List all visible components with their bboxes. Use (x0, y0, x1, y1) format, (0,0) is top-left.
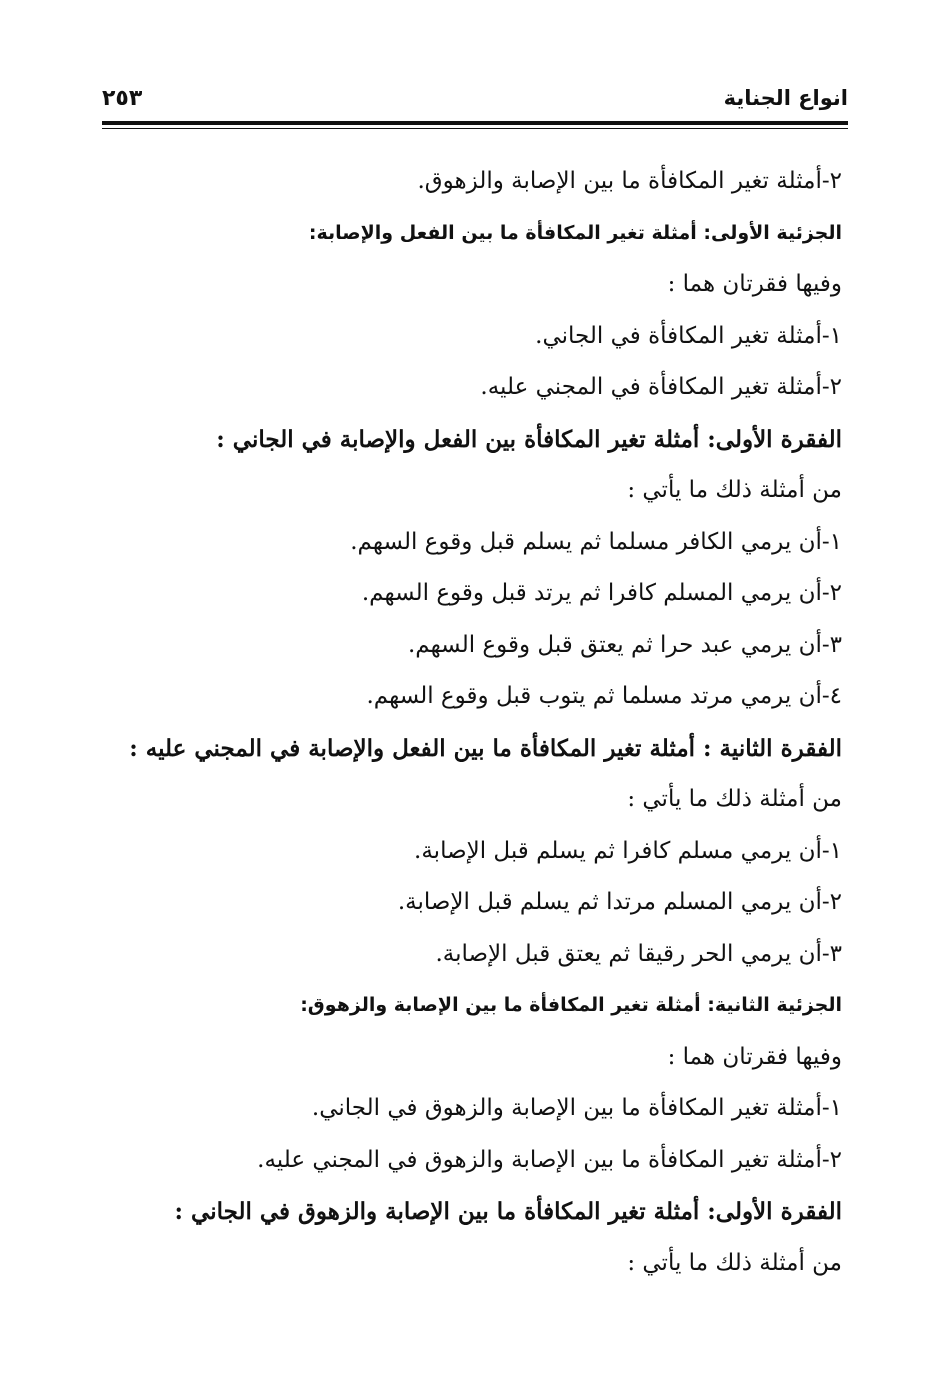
list-item: ٢-أن يرمي المسلم كافرا ثم يرتد قبل وقوع السهم. (361, 580, 842, 606)
running-header (102, 86, 848, 126)
list-item: ٢-أمثلة تغير المكافأة في المجني عليه. (480, 374, 842, 400)
header-rule-thin (102, 128, 848, 129)
chapter-title: انواع الجناية (723, 86, 848, 110)
page-number: ٢٥٣ (102, 86, 143, 111)
subsection-heading: الجزئية الأولى: أمثلة تغير المكافأة ما بين الفعل والإصابة: (308, 221, 842, 244)
text-line: من أمثلة ذلك ما يأتي : (627, 1249, 842, 1276)
text-line: من أمثلة ذلك ما يأتي : (627, 786, 842, 812)
list-item: ١-أن يرمي الكافر مسلما ثم يسلم قبل وقوع السهم. (350, 528, 842, 555)
text-line: من أمثلة ذلك ما يأتي : (627, 477, 842, 503)
text-line: وفيها فقرتان هما : (667, 271, 842, 297)
subsection-heading: الجزئية الثانية: أمثلة تغير المكافأة ما بين الإصابة والزهوق: (300, 994, 842, 1016)
page-body (110, 156, 842, 1289)
paragraph-heading: الفقرة الأولى: أمثلة تغير المكافأة ما بين الإصابة والزهوق في الجاني : (174, 1198, 842, 1225)
text-line: وفيها فقرتان هما : (667, 1043, 842, 1070)
header-rule-thick (102, 121, 848, 125)
list-item: ١-أمثلة تغير المكافأة في الجاني. (535, 322, 842, 349)
list-item: ٣-أن يرمي عبد حرا ثم يعتق قبل وقوع السهم. (407, 631, 842, 658)
text-line: ٢-أمثلة تغير المكافأة ما بين الإصابة والزهوق. (417, 168, 842, 194)
list-item: ١-أن يرمي مسلم كافرا ثم يسلم قبل الإصابة. (414, 837, 842, 864)
list-item: ١-أمثلة تغير المكافأة ما بين الإصابة والزهوق في الجاني. (311, 1095, 842, 1121)
list-item: ٢-أن يرمي المسلم مرتدا ثم يسلم قبل الإصابة. (397, 889, 842, 915)
list-item: ٤-أن يرمي مرتد مسلما ثم يتوب قبل وقوع السهم. (366, 683, 842, 709)
paragraph-heading: الفقرة الثانية : أمثلة تغير المكافأة ما بين الفعل والإصابة في المجني عليه : (129, 734, 842, 762)
list-item: ٢-أمثلة تغير المكافأة ما بين الإصابة والزهوق في المجني عليه. (257, 1146, 842, 1173)
list-item: ٣-أن يرمي الحر رقيقا ثم يعتق قبل الإصابة. (435, 940, 842, 967)
paragraph-heading: الفقرة الأولى: أمثلة تغير المكافأة بين الفعل والإصابة في الجاني : (216, 425, 842, 453)
